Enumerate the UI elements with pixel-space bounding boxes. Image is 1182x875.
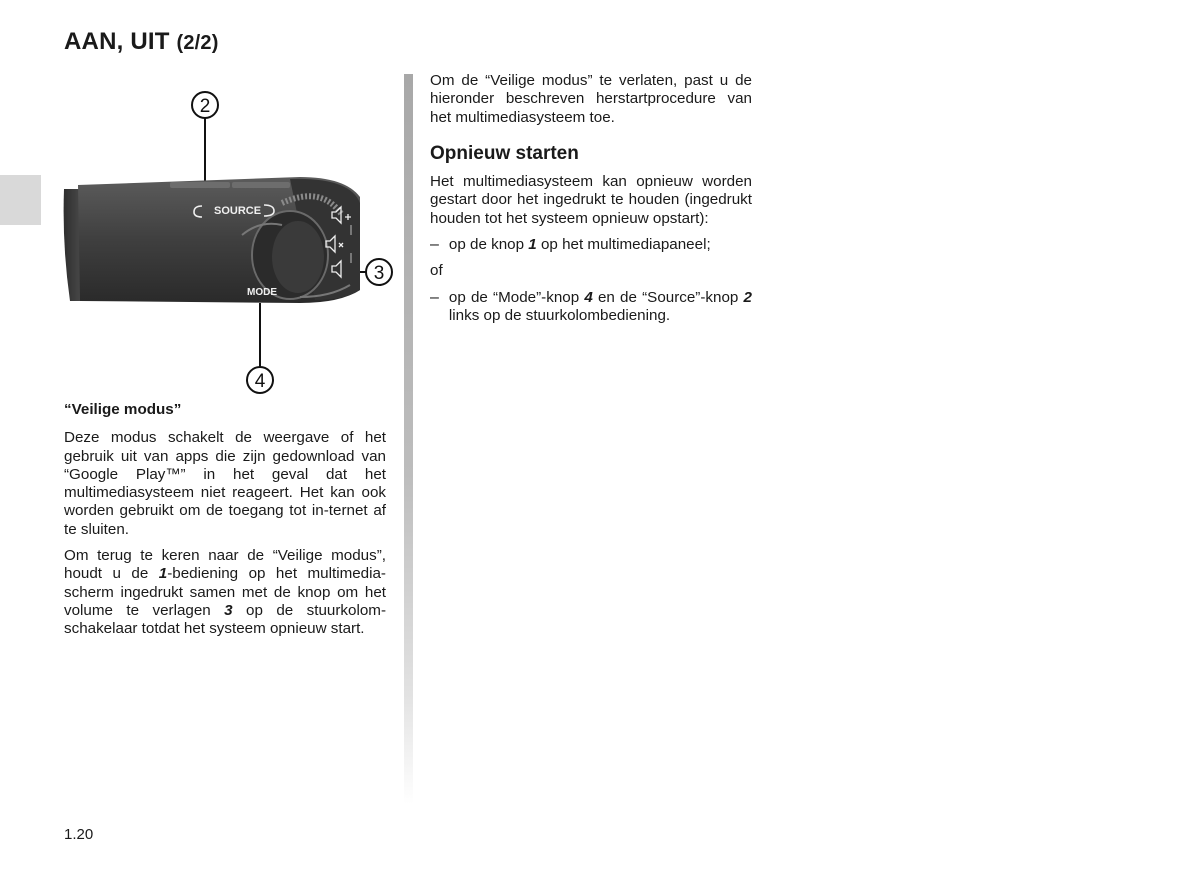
restart-description: Het multimediasysteem kan opnieuw worden gestart door het ingedrukt te houden (ingedrukt houden tot het systeem opnieuw opstart): bbox=[430, 173, 752, 227]
or-text: of bbox=[430, 262, 443, 280]
right-column bbox=[430, 72, 752, 325]
list-item: – op de knop 1 op het multimediapaneel; bbox=[430, 236, 711, 254]
chapter-tab bbox=[0, 175, 41, 225]
list-item: – op de “Mode”-knop 4 en de “Source”-knop 2 links op de stuurkolombediening. bbox=[430, 288, 752, 324]
page-number: 1.20 bbox=[64, 826, 94, 843]
exit-safe-mode-intro: Om de “Veilige modus” te verlaten, past u de hieronder beschreven herstartprocedure van het multimediasysteem toe. bbox=[430, 72, 752, 126]
callout-4-label: 4 bbox=[254, 371, 266, 392]
safe-mode-heading: “Veilige modus” bbox=[64, 401, 182, 418]
steering-stalk-illustration bbox=[60, 85, 400, 397]
restart-heading: Opnieuw starten bbox=[430, 142, 579, 164]
callout-3-label: 3 bbox=[373, 263, 385, 284]
source-label: SOURCE bbox=[214, 205, 262, 217]
callout-4 bbox=[247, 367, 273, 393]
source-button-right bbox=[232, 182, 290, 188]
left-column bbox=[64, 401, 386, 639]
safe-mode-description: Deze modus schakelt de weergave of het gebruik uit van apps die zijn gedownload van “Google Play™” in het geval dat het multimediasysteem niet reageert. Het kan ook worden gebruikt om de toegang tot in-ternet af te sluiten. bbox=[64, 429, 386, 538]
page-title bbox=[64, 28, 219, 56]
callout-2-label: 2 bbox=[199, 96, 211, 117]
volume-knob-face bbox=[272, 221, 324, 293]
callout-3 bbox=[366, 259, 392, 285]
page-title-subtitle: (2/2) bbox=[176, 32, 219, 54]
mode-label: MODE bbox=[247, 287, 277, 298]
source-button bbox=[170, 182, 230, 188]
page-title-main: AAN, UIT bbox=[64, 28, 170, 55]
column-divider bbox=[404, 74, 413, 804]
safe-mode-return-instructions: Om terug te keren naar de “Veilige modus”, houdt u de 1-bediening op het multimedia-scherm ingedrukt samen met de knop om het volume te verlagen 3 op de stuurkolom-schakelaar totdat het systeem opnieuw start. bbox=[64, 547, 386, 638]
callout-2 bbox=[192, 92, 218, 118]
